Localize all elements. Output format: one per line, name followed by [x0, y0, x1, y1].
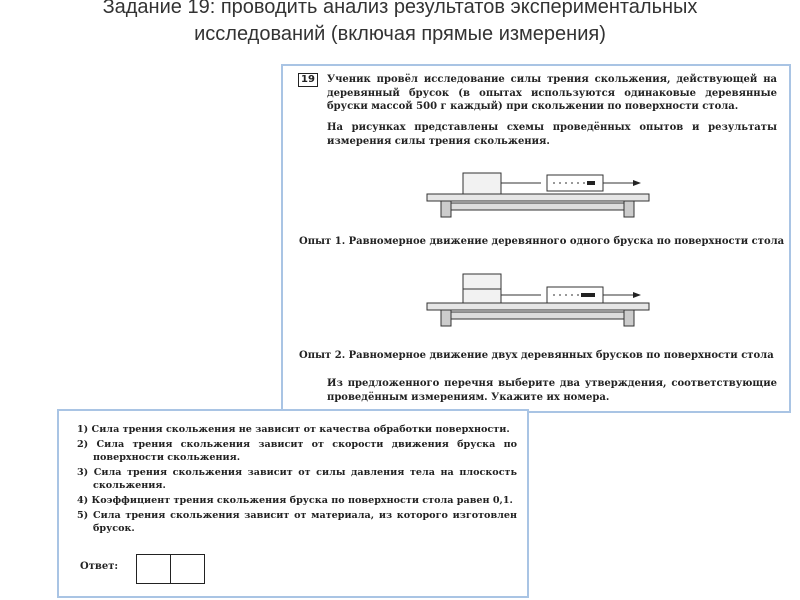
answer-label: Ответ: — [80, 561, 119, 572]
option-5: 5) Сила трения скольжения зависит от материала, из которого изготовлен брусок. — [77, 510, 517, 534]
task-panel — [281, 64, 791, 413]
task-intro: Ученик провёл исследование силы трения скольжения, действующей на деревянный брусок (в опытах используются одинаковые деревянные бруски массой 500 г каждый) при скольжении по поверхности стола. — [327, 74, 777, 112]
instruction: Из предложенного перечня выберите два утверждения, соответствующие проведённым измерениям. Укажите их номера. — [327, 378, 777, 403]
experiment-1-caption: Опыт 1. Равномерное движение деревянного одного бруска по поверхности стола — [299, 236, 785, 247]
option-3: 3) Сила трения скольжения зависит от силы давления тела на плоскость скольжения. — [77, 467, 517, 491]
title-line-2: исследований (включая прямые измерения) — [194, 23, 606, 45]
answer-cell-2[interactable] — [170, 554, 205, 584]
experiment-1-diagram — [423, 166, 663, 221]
option-1: 1) Сила трения скольжения не зависит от качества обработки поверхности. — [77, 424, 510, 435]
title-line-1: Задание 19: проводить анализ результатов экспериментальных — [102, 0, 698, 18]
figures-text: На рисунках представлены схемы проведённых опытов и результаты измерения силы трения скольжения. — [327, 122, 777, 147]
experiment-2-caption: Опыт 2. Равномерное движение двух деревянных брусков по поверхности стола — [299, 350, 774, 361]
options-panel — [57, 409, 529, 598]
option-2: 2) Сила трения скольжения зависит от скорости движения бруска по поверхности скольжения. — [77, 439, 517, 463]
answer-cell-1[interactable] — [136, 554, 171, 584]
slide-title — [0, 0, 800, 48]
option-4: 4) Коэффициент трения скольжения бруска по поверхности стола равен 0,1. — [77, 495, 513, 506]
task-number: 19 — [298, 73, 318, 87]
experiment-2-diagram — [423, 271, 663, 331]
